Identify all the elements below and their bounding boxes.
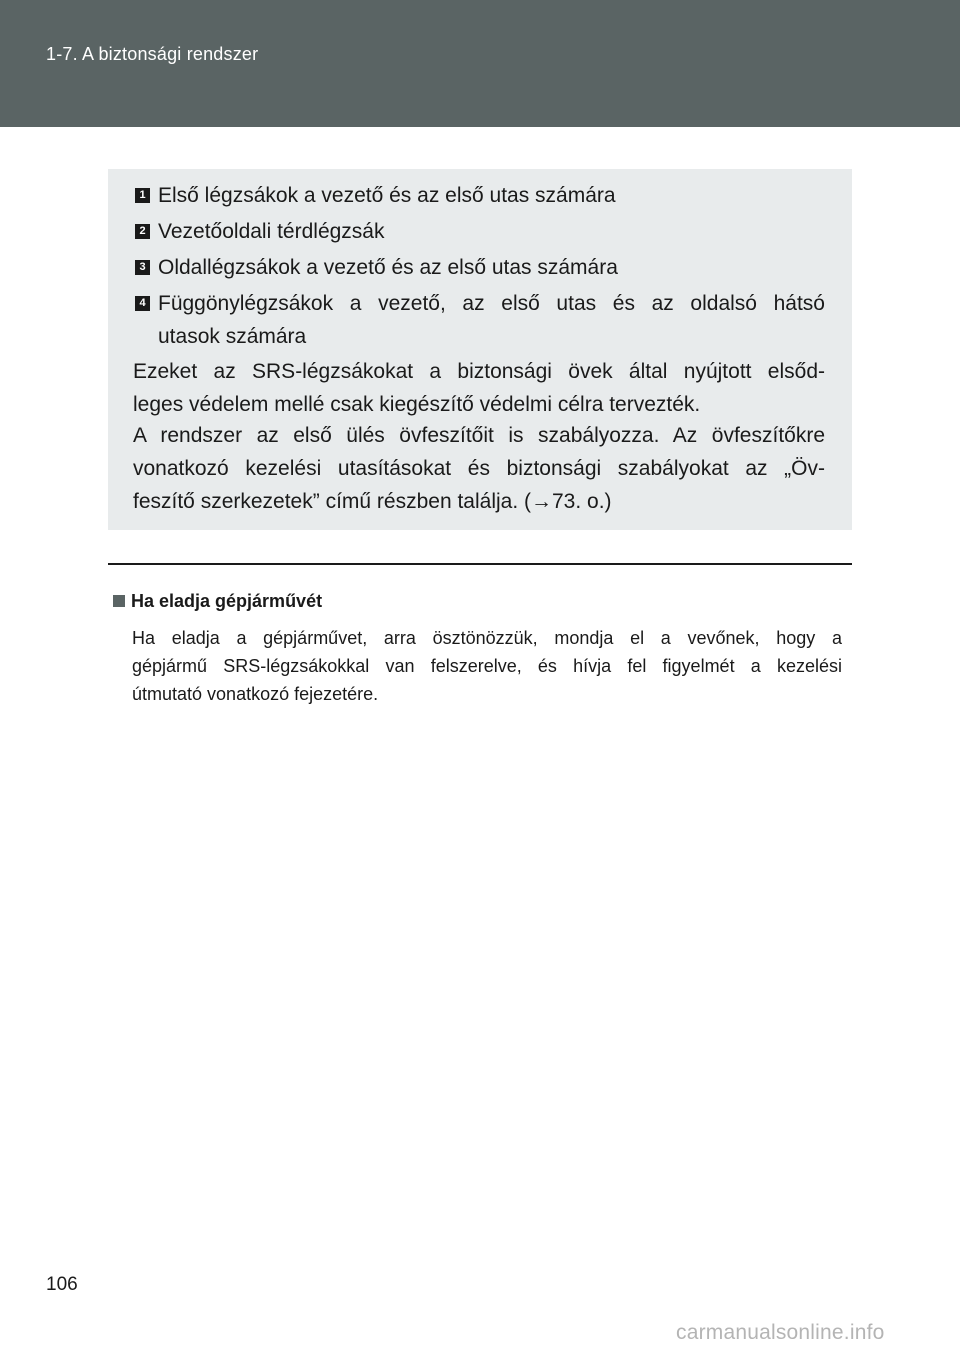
watermark: carmanualsonline.info <box>676 1321 885 1344</box>
body-line: útmutató vonatkozó fejezetére. <box>132 684 379 704</box>
numbered-item-text <box>158 287 825 353</box>
paragraph-line: vonatkozó kezelési utasításokat és biztonsági szabályokat az „Öv- <box>133 457 825 480</box>
page-header <box>0 0 960 127</box>
chapter-title: 1-7. A biztonsági rendszer <box>46 44 259 64</box>
airbag-info-box <box>108 169 852 530</box>
paragraph-line: Ezeket az SRS-légzsákokat a biztonsági övek által nyújtott elsőd- <box>133 360 825 383</box>
numbered-item-1 <box>135 179 825 212</box>
number-badge-4: 4 <box>135 296 150 311</box>
body-line: gépjármű SRS-légzsákokkal van felszerelve, és hívja fel figyelmét a kezelési <box>132 656 842 676</box>
paragraph-line: leges védelem mellé csak kiegészítő védelmi célra tervezték. <box>133 393 701 416</box>
section-heading <box>113 591 322 612</box>
square-bullet-icon <box>113 595 125 607</box>
srs-paragraph <box>133 355 825 421</box>
number-badge-3: 3 <box>135 260 150 275</box>
body-line: Ha eladja a gépjárművet, arra ösztönözzük, mondja el a vevőnek, hogy a <box>132 628 842 648</box>
number-badge-2: 2 <box>135 224 150 239</box>
item-line: utasok számára <box>158 325 307 348</box>
paragraph-line: feszítő szerkezetek” című részben találja. (→73. o.) <box>133 490 612 513</box>
numbered-item-2 <box>135 215 825 248</box>
number-badge-1: 1 <box>135 188 150 203</box>
section-divider <box>108 563 852 565</box>
numbered-item-text: Első légzsákok a vezető és az első utas számára <box>158 184 616 207</box>
numbered-item-text: Vezetőoldali térdlégzsák <box>158 220 385 243</box>
page-number: 106 <box>46 1274 78 1295</box>
numbered-item-3 <box>135 251 825 284</box>
numbered-item-4 <box>135 287 825 353</box>
section-heading-text: Ha eladja gépjárművét <box>131 591 323 611</box>
pretensioner-paragraph <box>133 419 825 518</box>
section-body <box>132 624 842 708</box>
numbered-item-text: Oldallégzsákok a vezető és az első utas számára <box>158 256 618 279</box>
item-line: Függönylégzsákok a vezető, az első utas és az oldalsó hátsó <box>158 292 825 315</box>
paragraph-line: A rendszer az első ülés övfeszítőit is szabályozza. Az övfeszítőkre <box>133 424 825 447</box>
